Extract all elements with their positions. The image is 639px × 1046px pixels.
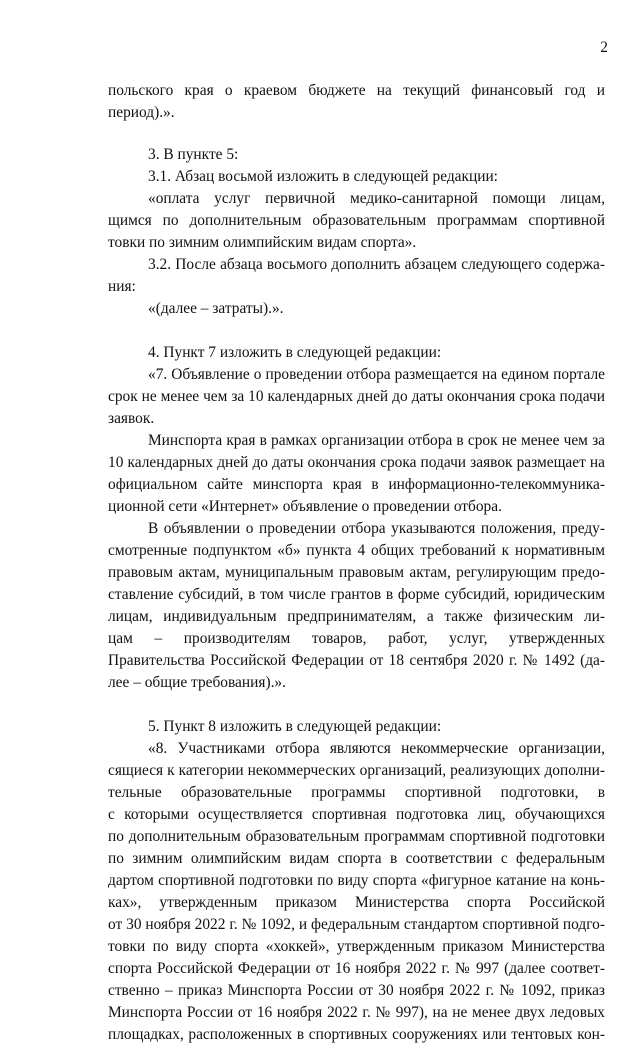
paragraph: [108, 298, 605, 320]
text-line: 5. Пункт 8 изложить в следующей редакции:: [148, 718, 442, 735]
paragraph-spacer: [108, 320, 605, 342]
text-line: от 30 ноября 2022 г. № 1092, и федеральным стандартом спортивной подго-: [108, 916, 605, 933]
text-line: дартом спортивной подготовки по виду спорта «фигурное катание на конь-: [108, 872, 605, 889]
text-line: 3.2. После абзаца восьмого дополнить абзацем следующего содержа-: [148, 256, 605, 273]
text-line: «оплата услуг первичной медико-санитарной помощи лицам,: [148, 190, 605, 207]
text-line: площадках, расположенных в спортивных сооружениях или тентовых кон-: [108, 1026, 605, 1043]
paragraph: [108, 188, 605, 254]
text-line: товки по зимним олимпийским видам спорта».: [108, 234, 417, 251]
text-line: правовым актам, муниципальным правовым актам, регулирующим предо-: [108, 564, 605, 581]
text-line: срок не менее чем за 10 календарных дней до даты окончания срока подачи: [108, 388, 605, 405]
text-line: 10 календарных дней до даты окончания срока подачи заявок размещает на: [108, 454, 605, 471]
text-line: цам – производителям товаров, работ, услуг, утвержденных: [108, 630, 605, 647]
text-line: щимся по дополнительным образовательным программам спортивной: [108, 212, 605, 229]
paragraph: [108, 80, 605, 124]
text-line: смотренные подпунктом «б» пункта 4 общих требований к нормативным: [108, 542, 605, 559]
text-line: официальном сайте минспорта края в информационно-телекоммуника-: [108, 476, 605, 493]
text-line: спорта Российской Федерации от 16 ноября 2022 г. № 997 (далее соответ-: [108, 960, 605, 977]
text-line: ционной сети «Интернет» объявление о проведении отбора.: [108, 498, 502, 515]
text-line: лицам, индивидуальным предпринимателям, а также физическим ли-: [108, 608, 605, 625]
text-line: Правительства Российской Федерации от 18 сентября 2020 г. № 1492 (да-: [108, 652, 605, 669]
text-line: ках», утвержденным приказом Министерства спорта Российской: [108, 894, 605, 911]
text-line: Минспорта края в рамках организации отбора в срок не менее чем за: [148, 432, 605, 449]
paragraph: [108, 166, 605, 188]
text-line: 4. Пункт 7 изложить в следующей редакции:: [148, 344, 442, 361]
document-body: [108, 80, 605, 1046]
paragraph: [108, 738, 605, 1046]
paragraph: [108, 254, 605, 298]
text-line: по зимним олимпийским видам спорта в соответствии с федеральным: [108, 850, 605, 867]
paragraph-spacer: [108, 694, 605, 716]
text-line: с которыми осуществляется спортивная подготовка лиц, обучающихся: [108, 806, 605, 823]
text-line: ственно – приказ Минспорта России от 30 ноября 2022 г. № 1092, приказ: [108, 982, 605, 999]
text-line: ния:: [108, 278, 136, 295]
paragraph: [108, 364, 605, 430]
text-line: 3. В пункте 5:: [148, 146, 239, 163]
paragraph-spacer: [108, 124, 605, 144]
paragraph: [108, 342, 605, 364]
paragraph: [108, 716, 605, 738]
paragraph: [108, 430, 605, 518]
text-line: по дополнительным образовательным программам спортивной подготовки: [108, 828, 605, 845]
text-line: польского края о краевом бюджете на текущий финансовый год и: [108, 82, 605, 99]
page-number: 2: [600, 39, 608, 56]
text-line: заявок.: [108, 410, 155, 427]
text-line: тельные образовательные программы спортивной подготовки, в: [108, 784, 605, 801]
text-line: сящиеся к категории некоммерческих организаций, реализующих дополни-: [108, 762, 605, 779]
text-line: В объявлении о проведении отбора указываются положения, преду-: [148, 520, 605, 537]
text-line: товки по виду спорта «хоккей», утвержденным приказом Министерства: [108, 938, 605, 955]
paragraph: [108, 518, 605, 694]
text-line: лее – общие требования).».: [108, 674, 286, 691]
text-line: период).».: [108, 104, 175, 121]
text-line: «8. Участниками отбора являются некоммерческие организации,: [148, 740, 605, 757]
text-line: «(далее – затраты).».: [148, 300, 284, 317]
text-line: ставление субсидий, в том числе грантов в форме субсидий, юридическим: [108, 586, 605, 603]
paragraph: [108, 144, 605, 166]
text-line: Минспорта России от 16 ноября 2022 г. № 997), на не менее двух ледовых: [108, 1004, 605, 1021]
text-line: «7. Объявление о проведении отбора размещается на едином портале: [148, 366, 605, 383]
text-line: 3.1. Абзац восьмой изложить в следующей редакции:: [148, 168, 498, 185]
